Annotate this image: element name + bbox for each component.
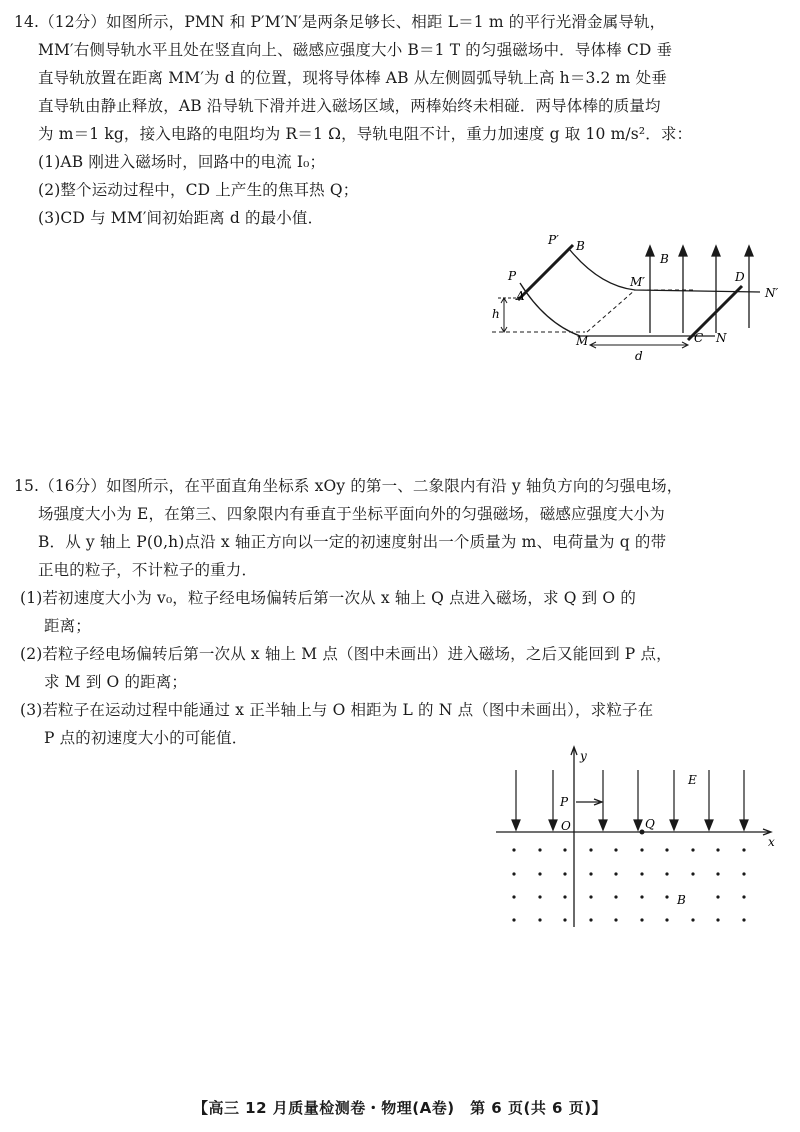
electric-field-arrows	[512, 770, 748, 830]
label-B-rod: B	[576, 239, 585, 253]
label-x: x	[768, 835, 775, 849]
label-N-prime: N′	[765, 286, 779, 300]
p14-question-3: (3)CD 与 MM′间初始距离 d 的最小值．	[38, 209, 324, 227]
label-P: P	[508, 269, 517, 283]
point-Q	[640, 830, 645, 835]
p15-question-2: (2)若粒子经电场偏转后第一次从 x 轴上 M 点（图中未画出）进入磁场，之后又能回到 P 点，	[20, 645, 672, 663]
p14-question-2: (2)整个运动过程中，CD 上产生的焦耳热 Q；	[38, 181, 359, 199]
label-P-prime: P′	[548, 233, 559, 247]
p15-question-2-cont: 求 M 到 O 的距离；	[44, 673, 188, 691]
label-D: D	[735, 270, 745, 284]
label-d: d	[635, 349, 643, 363]
label-B: B	[677, 893, 686, 907]
problem-15	[14, 472, 790, 752]
p14-stem-line-1: 14.（12分）如图所示，PMN 和 P′M′N′是两条足够长、相距 L＝1 m 的平行光滑金属导轨，	[14, 13, 666, 31]
boundary-MMp	[587, 290, 635, 332]
p14-rail-diagram	[490, 228, 785, 368]
p15-field-diagram	[490, 742, 785, 942]
magnetic-field-dots	[512, 848, 745, 921]
p15-question-1: (1)若初速度大小为 v₀，粒子经电场偏转后第一次从 x 轴上 Q 点进入磁场，求 Q 到 O 的	[20, 589, 636, 607]
p14-stem-line-4: 直导轨由静止释放，AB 沿导轨下滑并进入磁场区域，两棒始终未相碰．两导体棒的质量均	[38, 97, 661, 115]
label-A: A	[516, 289, 525, 303]
p14-stem-line-3: 直导轨放置在距离 MM′为 d 的位置，现将导体棒 AB 从左侧圆弧导轨上高 h＝3.2 m 处垂	[38, 69, 667, 87]
p14-stem-line-5: 为 m＝1 kg，接入电路的电阻均为 R＝1 Ω，导轨电阻不计，重力加速度 g 取 10 m/s²．求：	[38, 125, 693, 143]
p14-question-1: (1)AB 刚进入磁场时，回路中的电流 I₀；	[38, 153, 326, 171]
label-M: M	[576, 334, 589, 348]
p15-question-3-cont: P 点的初速度大小的可能值．	[44, 729, 248, 747]
label-O: O	[561, 819, 571, 833]
problem-14	[14, 8, 790, 232]
p15-stem-line-1: 15.（16分）如图所示，在平面直角坐标系 xOy 的第一、二象限内有沿 y 轴负方向的匀强电场，	[14, 477, 683, 495]
page-footer: 【高三 12 月质量检测卷・物理(A卷) 第 6 页(共 6 页)】	[192, 1099, 608, 1117]
label-Q: Q	[645, 817, 655, 831]
label-field-B: B	[660, 252, 669, 266]
label-C: C	[694, 331, 704, 345]
p15-question-1-cont: 距离；	[44, 617, 91, 635]
label-N: N	[716, 331, 727, 345]
label-E: E	[688, 773, 697, 787]
label-M-prime: M′	[630, 275, 646, 289]
p15-question-3: (3)若粒子在运动过程中能通过 x 正半轴上与 O 相距为 L 的 N 点（图中未画出），求粒子在	[20, 701, 654, 719]
label-P: P	[560, 795, 569, 809]
p15-stem-line-4: 正电的粒子，不计粒子的重力．	[38, 561, 258, 579]
label-h: h	[492, 307, 500, 321]
p14-stem-line-2: MM′右侧导轨水平且处在竖直向上、磁感应强度大小 B＝1 T 的匀强磁场中．导体棒 CD 垂	[38, 41, 673, 59]
p15-stem-line-2: 场强度大小为 E，在第三、四象限内有垂直于坐标平面向外的匀强磁场，磁感应强度大小为	[38, 505, 665, 523]
p15-stem-line-3: B．从 y 轴上 P(0,h)点沿 x 轴正方向以一定的初速度射出一个质量为 m、电荷量为 q 的带	[38, 533, 667, 551]
rod-AB	[518, 245, 573, 300]
label-y: y	[580, 749, 587, 763]
